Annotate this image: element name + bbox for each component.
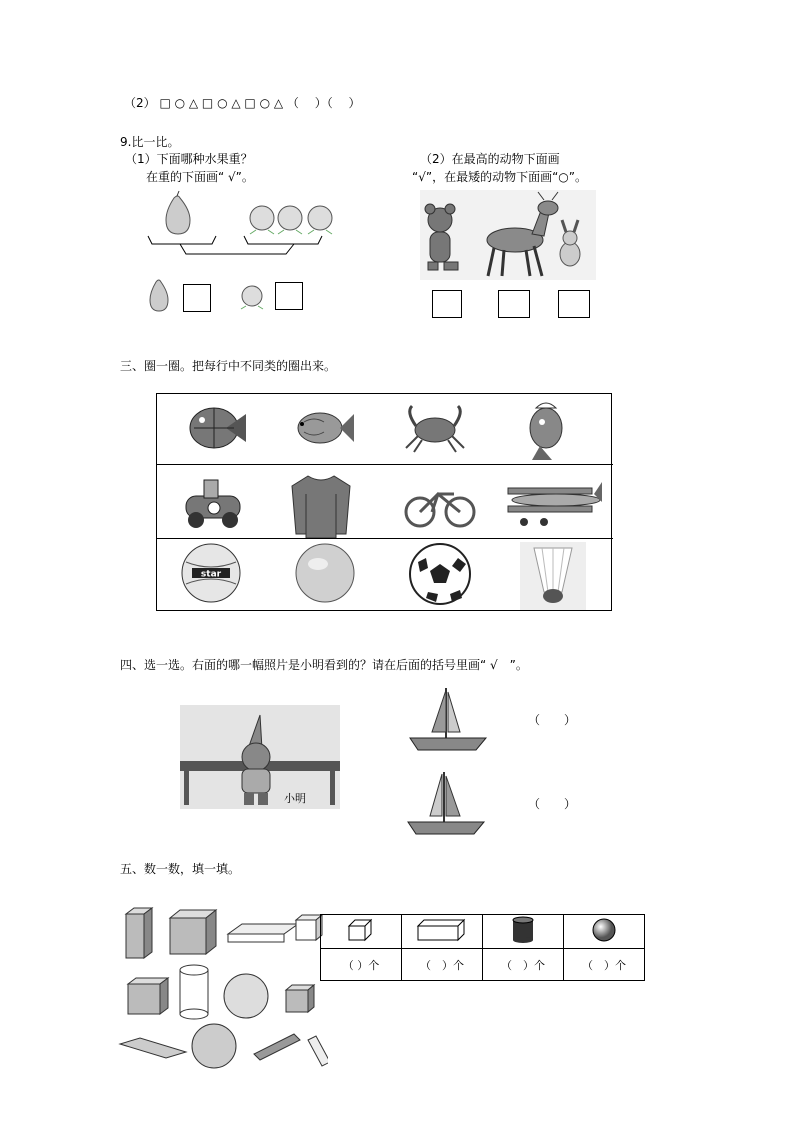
paren-answer-1[interactable]: （ ）: [528, 713, 577, 727]
animals-figure: [420, 190, 596, 280]
xiaoming-scene: [180, 705, 340, 809]
answer-box-peach[interactable]: [275, 282, 303, 310]
volleyball-icon[interactable]: [180, 542, 242, 604]
beach-ball-icon[interactable]: [294, 542, 356, 604]
question-9-title: 9.比一比。: [120, 135, 180, 149]
answer-box-deer[interactable]: [498, 290, 530, 318]
crab-icon[interactable]: [400, 400, 470, 454]
xiaoming-label: 小明: [284, 792, 306, 805]
shuttlecock-icon[interactable]: [520, 542, 586, 610]
pattern-line: （2） □ ○ △ □ ○ △ □ ○ △ （ ）（ ）: [124, 96, 361, 110]
boat-photo-1[interactable]: [406, 684, 488, 756]
answer-box-rabbit[interactable]: [558, 290, 590, 318]
count-sphere[interactable]: （ ）个: [564, 949, 645, 981]
count-table: [320, 914, 645, 981]
solids-collection: [118, 904, 328, 1076]
toy-car-icon[interactable]: [182, 474, 244, 532]
q9-part1-line2: 在重的下面画“ √”。: [146, 170, 254, 184]
cuboid-header: [402, 915, 483, 949]
answer-box-bear[interactable]: [432, 290, 462, 318]
cylinder-icon: [510, 916, 536, 944]
cartoon-fish-icon[interactable]: [518, 396, 576, 462]
answer-box-pear[interactable]: [183, 284, 211, 312]
sweater-icon[interactable]: [288, 472, 354, 538]
boat-photo-2[interactable]: [404, 768, 488, 840]
count-cuboid[interactable]: （ ）个: [402, 949, 483, 981]
cylinder-header: [483, 915, 564, 949]
biplane-icon[interactable]: [504, 476, 604, 528]
sphere-icon: [591, 917, 617, 943]
q9-part2-line2: “√”，在最矮的动物下面画“○”。: [412, 170, 587, 184]
toy-fish-icon[interactable]: [186, 398, 250, 460]
cube-icon: [347, 918, 375, 942]
sphere-header: [564, 915, 645, 949]
paren-answer-2[interactable]: （ ）: [528, 797, 577, 811]
count-cylinder[interactable]: （ ）个: [483, 949, 564, 981]
section-5-title: 五、数一数，填一填。: [120, 862, 241, 876]
bicycle-icon[interactable]: [404, 476, 476, 530]
section-4-title: 四、选一选。右面的哪一幅照片是小明看到的？请在后面的括号里画“ √ ”。: [120, 658, 528, 672]
count-cube[interactable]: （ ）个: [321, 949, 402, 981]
fruit-compare-figure: [140, 190, 340, 320]
pear-icon: [166, 191, 190, 234]
soccer-ball-icon[interactable]: [408, 542, 472, 606]
ball-brand-label: star: [200, 569, 222, 580]
q9-part2-line1: （2）在最高的动物下面画: [420, 152, 560, 166]
cuboid-icon: [416, 918, 468, 942]
peaches-icon: [250, 206, 332, 234]
goldfish-icon[interactable]: [290, 400, 356, 456]
cube-header: [321, 915, 402, 949]
q9-part1-line1: （1）下面哪种水果重？: [125, 152, 253, 166]
section-3-title: 三、圈一圈。把每行中不同类的圈出来。: [120, 359, 337, 373]
